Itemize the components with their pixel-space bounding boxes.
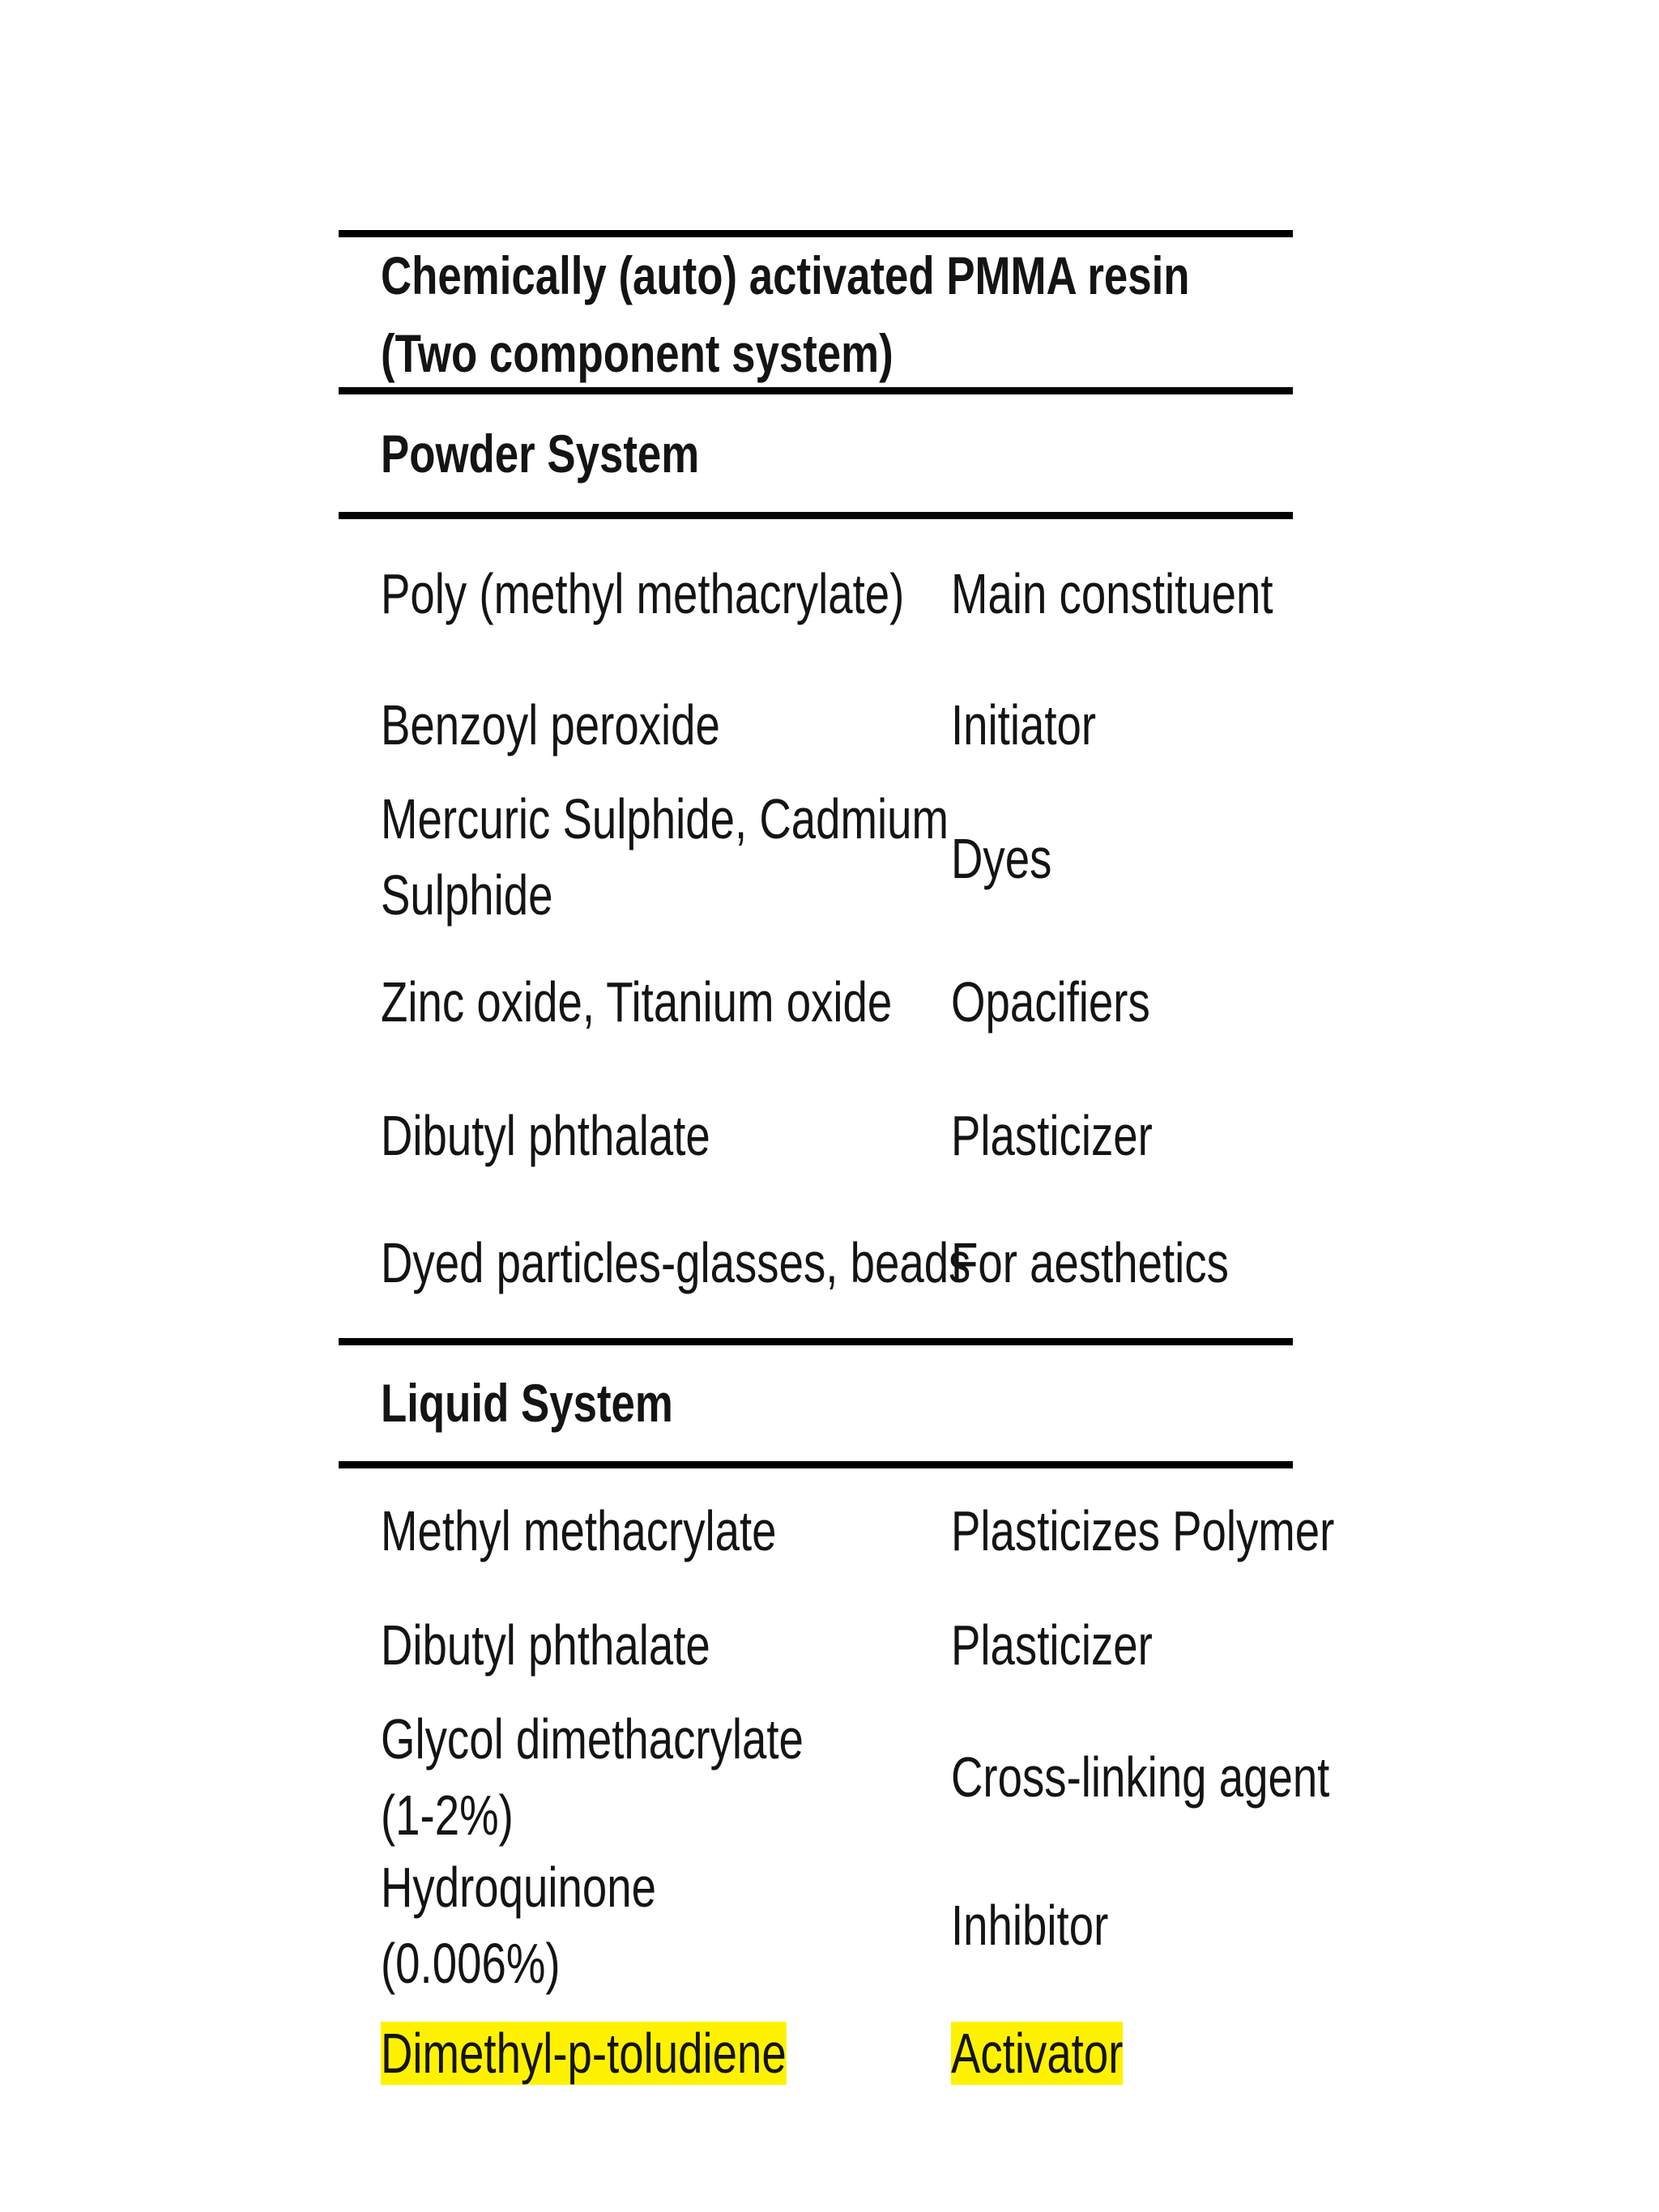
liquid-row-2-role: Plasticizer	[951, 1613, 1153, 1677]
liquid-row-3-role: Cross-linking agent	[951, 1745, 1330, 1809]
powder-row-1-name: Poly (methyl methacrylate)	[381, 562, 905, 625]
powder-row-2-name: Benzoyl peroxide	[381, 693, 720, 757]
table-title	[381, 237, 1190, 392]
powder-bottom-rule	[339, 1338, 1293, 1345]
liquid-section-heading: Liquid System	[381, 1373, 673, 1433]
highlighted-text: Activator	[951, 2022, 1124, 2085]
powder-row-3-name	[381, 781, 949, 933]
powder-row-2-role: Initiator	[951, 693, 1097, 757]
powder-row-3-name-line2: Sulphide	[381, 863, 553, 927]
powder-row-3-role: Dyes	[951, 827, 1052, 890]
powder-row-4-role: Opacifiers	[951, 970, 1150, 1034]
liquid-row-1-name: Methyl methacrylate	[381, 1499, 777, 1562]
liquid-row-5-role	[951, 2015, 1123, 2091]
table-title-line1: Chemically (auto) activated PMMA resin	[381, 245, 1190, 305]
liquid-row-3-name	[381, 1701, 804, 1853]
powder-heading-rule	[339, 512, 1293, 519]
liquid-row-4-name	[381, 1849, 656, 2001]
powder-row-6-name: Dyed particles-glasses, beads	[381, 1231, 971, 1294]
liquid-row-3-name-line2: (1-2%)	[381, 1784, 514, 1847]
powder-section-heading: Powder System	[381, 424, 700, 484]
liquid-row-5-name	[381, 2015, 787, 2091]
powder-row-5-name: Dibutyl phthalate	[381, 1104, 710, 1167]
powder-row-6-role: For aesthetics	[951, 1231, 1229, 1294]
powder-row-5-role: Plasticizer	[951, 1104, 1153, 1167]
liquid-heading-rule	[339, 1461, 1293, 1468]
liquid-row-3-name-line1: Glycol dimethacrylate	[381, 1707, 804, 1771]
table-title-line2: (Two component system)	[381, 323, 893, 383]
powder-row-1-role: Main constituent	[951, 562, 1273, 625]
liquid-row-4-name-line2: (0.006%)	[381, 1932, 561, 1995]
liquid-row-2-name: Dibutyl phthalate	[381, 1613, 710, 1677]
powder-row-4-name: Zinc oxide, Titanium oxide	[381, 970, 893, 1034]
highlighted-text: Dimethyl-p-toludiene	[381, 2022, 787, 2085]
liquid-row-4-role: Inhibitor	[951, 1894, 1109, 1957]
powder-row-3-name-line1: Mercuric Sulphide, Cadmium	[381, 787, 949, 850]
liquid-row-4-name-line1: Hydroquinone	[381, 1856, 656, 1919]
liquid-row-1-role: Plasticizes Polymer	[951, 1499, 1335, 1562]
